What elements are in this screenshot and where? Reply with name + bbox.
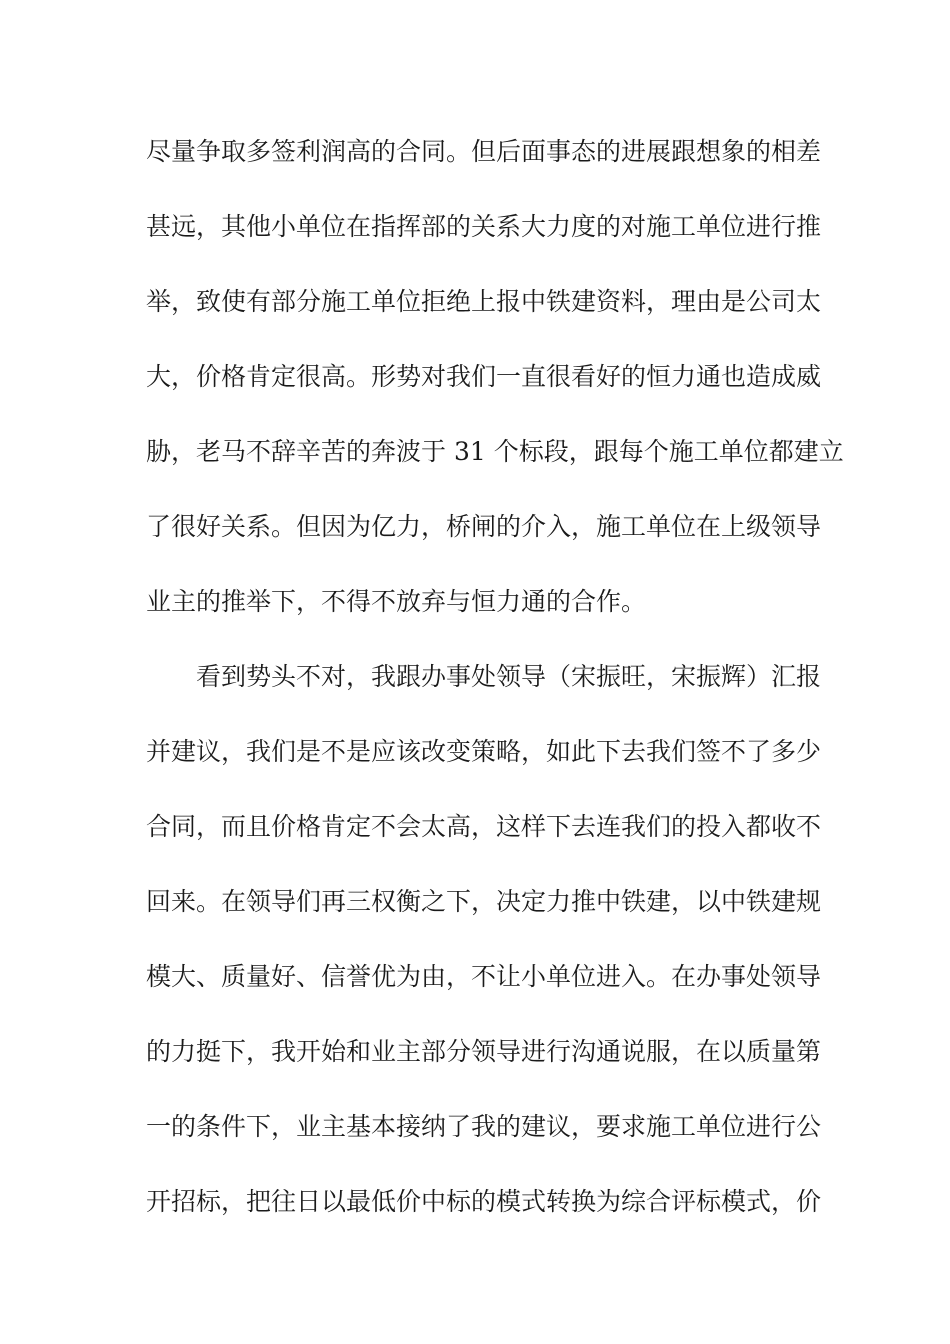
text-line: 一的条件下，业主基本接纳了我的建议，要求施工单位进行公 (146, 1112, 822, 1141)
text-line: 开招标，把往日以最低价中标的模式转换为综合评标模式，价 (146, 1187, 822, 1216)
text-line: 举，致使有部分施工单位拒绝上报中铁建资料，理由是公司太 (146, 287, 822, 316)
text-line: 回来。在领导们再三权衡之下，决定力推中铁建，以中铁建规 (146, 887, 822, 916)
text-line: 并建议，我们是不是应该改变策略，如此下去我们签不了多少 (146, 737, 822, 766)
text-line: 甚远，其他小单位在指挥部的关系大力度的对施工单位进行推 (146, 212, 822, 241)
paragraph-1 (146, 127, 844, 652)
text-line: 业主的推举下，不得不放弃与恒力通的合作。 (146, 587, 647, 616)
body-text (146, 127, 844, 1252)
text-line: 模大、质量好、信誉优为由，不让小单位进入。在办事处领导 (146, 962, 822, 991)
text-line: 尽量争取多签利润高的合同。但后面事态的进展跟想象的相差 (146, 137, 822, 166)
text-line-indented: 看到势头不对，我跟办事处领导（宋振旺，宋振辉）汇报 (196, 662, 822, 691)
text-line: 的力挺下，我开始和业主部分领导进行沟通说服，在以质量第 (146, 1037, 822, 1066)
text-line: 大，价格肯定很高。形势对我们一直很看好的恒力通也造成威 (146, 362, 822, 391)
text-line: 了很好关系。但因为亿力，桥闸的介入，施工单位在上级领导 (146, 512, 822, 541)
paragraph-2 (146, 652, 822, 1252)
text-line: 胁，老马不辞辛苦的奔波于 31 个标段，跟每个施工单位都建立 (146, 437, 844, 466)
text-line: 合同，而且价格肯定不会太高，这样下去连我们的投入都收不 (146, 812, 822, 841)
